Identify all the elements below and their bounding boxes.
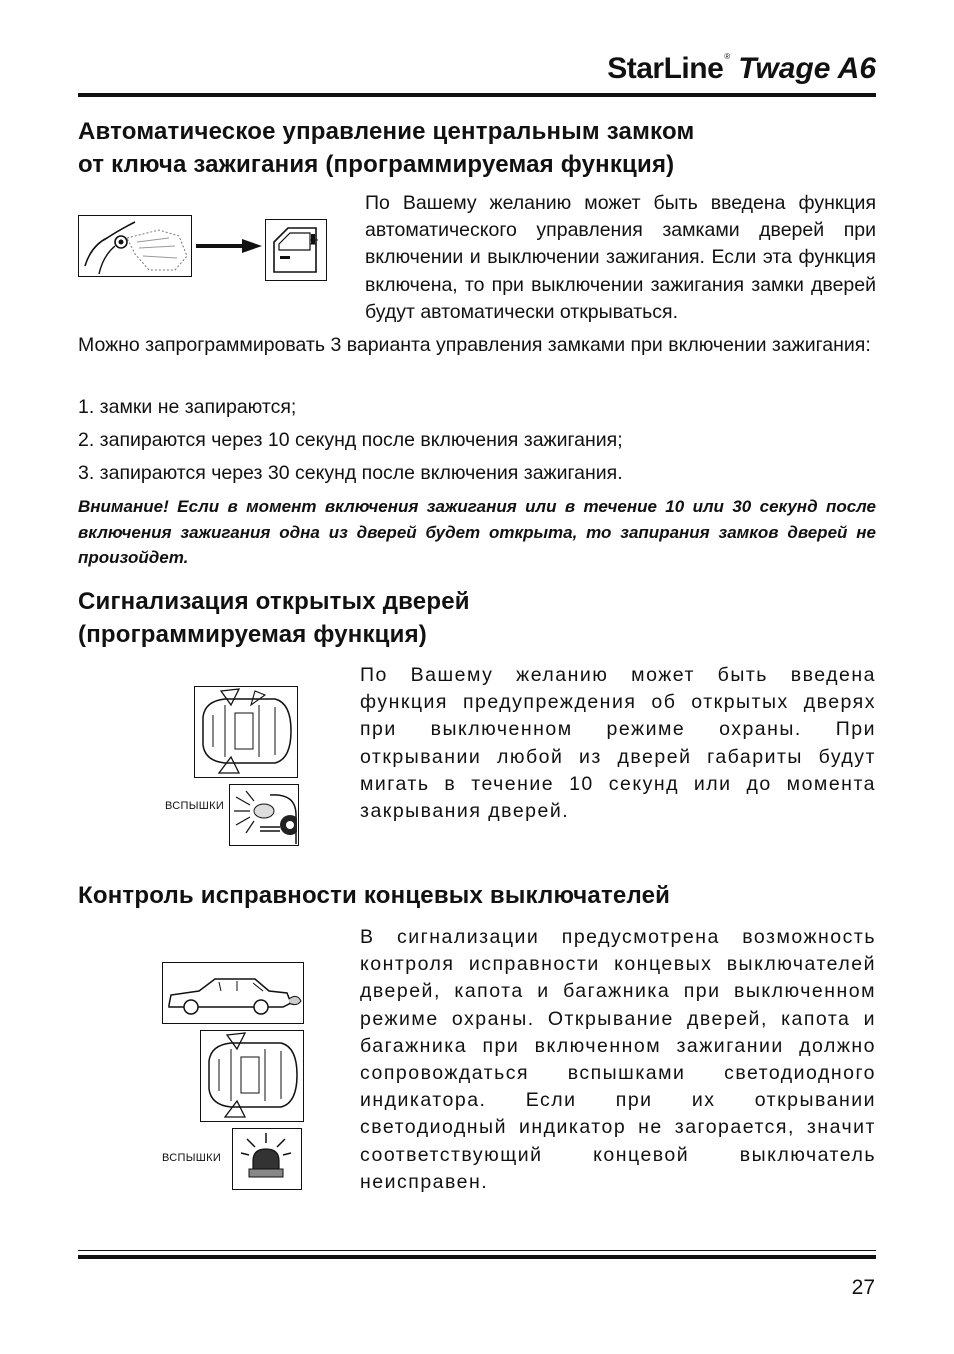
option-3: 3. запираются через 30 секунд после включения зажигания. — [78, 462, 623, 484]
open-doors-car-figure — [194, 686, 298, 778]
car-door-figure — [265, 219, 327, 281]
page-number: 27 — [851, 1276, 875, 1299]
brand-logo: StarLine — [607, 52, 724, 85]
section3-text: В сигнализации предусмотрена возможность контроля исправности концевых выключателей дверей, капота и багажника при выключенном режиме охраны. Открывание дверей, капота и багажника при включенном зажигании должно сопровождаться вспышками светодиодного индикатора. Если при их открывании светодиодный индикатор не загорается, значит соответствующий концевой выключатель неисправен. — [360, 926, 876, 1193]
warning-label: Внимание! — [78, 497, 169, 516]
warning-note — [78, 494, 876, 571]
headlight-flash-figure — [229, 784, 299, 846]
section2-title-line2: (программируемая функция) — [78, 621, 427, 648]
registered-mark: ® — [724, 52, 731, 61]
flash-caption: ВСПЫШКИ — [165, 800, 225, 812]
option-2: 2. запираются через 10 секунд после включения зажигания; — [78, 429, 623, 451]
section1-title-line2: от ключа зажигания (программируемая функция) — [78, 151, 675, 178]
warning-text: Если в момент включения зажигания или в течение 10 или 30 секунд после включения зажигания одна из дверей будет открыта, то запирания замков дверей не произойдет. — [78, 497, 876, 567]
section3-heading — [78, 879, 878, 912]
section1-title-line1: Автоматическое управление центральным замком — [78, 118, 695, 145]
header-rule — [78, 93, 876, 97]
flash-caption-2: ВСПЫШКИ — [162, 1152, 222, 1164]
footer-rule-thick — [78, 1255, 876, 1259]
arrow-icon — [196, 239, 262, 253]
section2-text: По Вашему желанию может быть введена функция предупреждения об открытых дверях при выключенном режиме охраны. При открывании любой из дверей габариты будут мигать в течение 10 секунд или до момента закрывания дверей. — [360, 664, 876, 823]
car-side-figure — [162, 962, 304, 1024]
header-brand — [607, 52, 876, 86]
ignition-key-figure — [78, 215, 192, 277]
model-name: Twage A6 — [738, 52, 876, 85]
section1-intro: По Вашему желанию может быть введена функция автоматического управления замками дверей при включении и выключении зажигания. Если эта функция включена, то при выключении зажигания замки дверей будут автоматически открываться. — [365, 192, 876, 323]
section2-title-line1: Сигнализация открытых дверей — [78, 588, 470, 615]
section3-title: Контроль исправности концевых выключателей — [78, 882, 671, 909]
open-doors-car-figure-2 — [200, 1030, 304, 1122]
footer-rule-thin — [78, 1250, 876, 1251]
section1-body: Можно запрограммировать 3 варианта управления замками при включении зажигания: — [78, 334, 871, 356]
section1-heading — [78, 115, 878, 181]
led-indicator-figure — [232, 1128, 302, 1190]
option-1: 1. замки не запираются; — [78, 396, 297, 418]
section2-heading — [78, 585, 878, 651]
